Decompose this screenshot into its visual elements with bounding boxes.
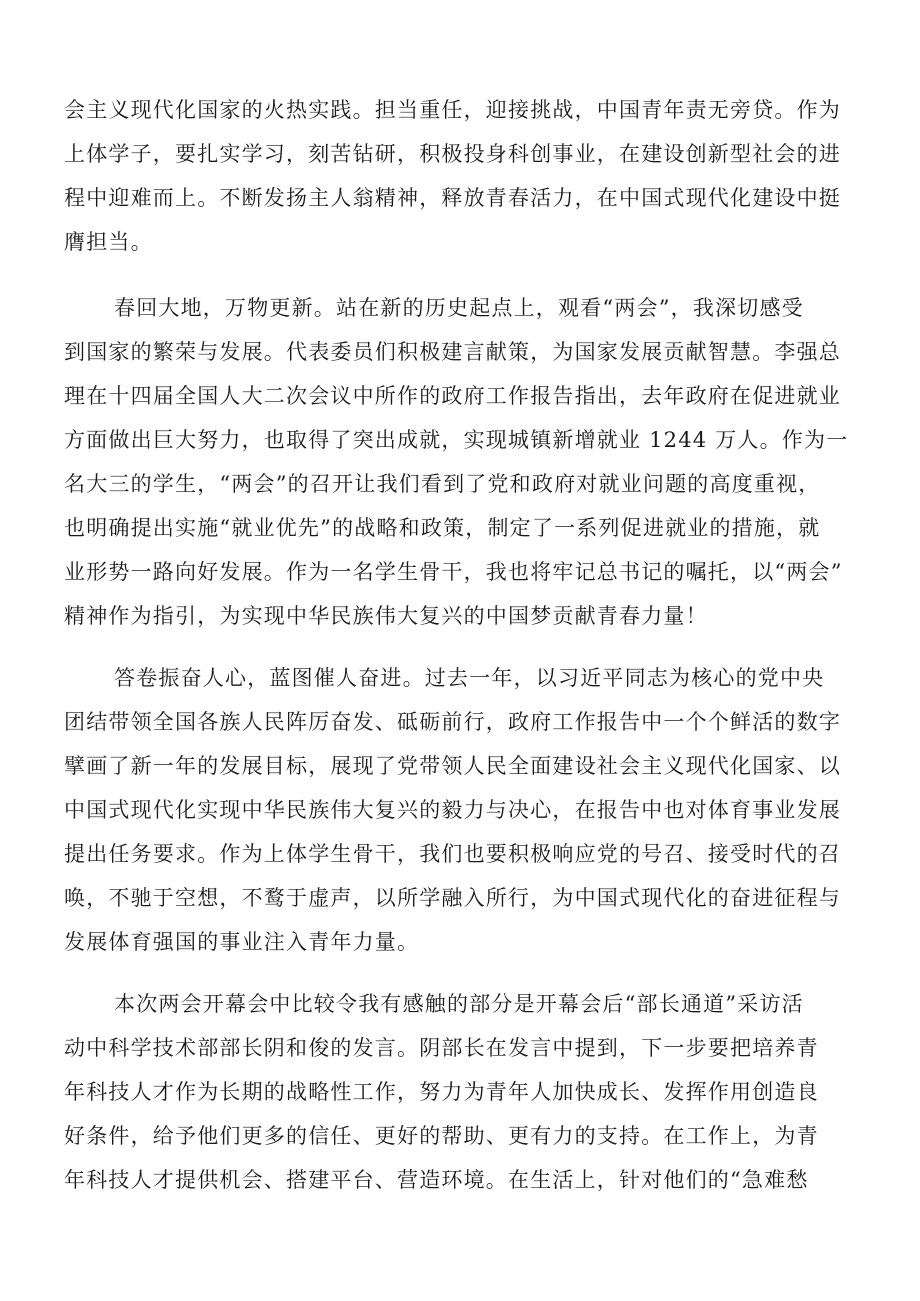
text-line: 本次两会开幕会中比较令我有感触的部分是开幕会后“部长通道”采访活: [114, 992, 804, 1016]
text-line: 上体学子，要扎实学习，刻苦钻研，积极投身科创事业，在建设创新型社会的进: [64, 142, 841, 166]
text-line: 春回大地，万物更新。站在新的历史起点上，观看“两会”，我深切感受: [114, 296, 804, 320]
text-line: 唤，不驰于空想，不鹜于虚声，以所学融入所行，为中国式现代化的奋进征程与: [64, 886, 841, 910]
text-line: 理在十四届全国人大二次会议中所作的政府工作报告指出，去年政府在促进就业: [64, 384, 841, 408]
text-line: 答卷振奋人心，蓝图催人奋进。过去一年，以习近平同志为核心的党中央: [114, 666, 825, 690]
text-line: 到国家的繁荣与发展。代表委员们积极建言献策，为国家发展贡献智慧。李强总: [64, 340, 841, 364]
text-line: 名大三的学生，“两会”的召开让我们看到了党和政府对就业问题的高度重视，: [64, 472, 821, 496]
text-line: 年科技人才提供机会、搭建平台、营造环境。在生活上，针对他们的“急难愁: [64, 1168, 809, 1192]
text-line: 好条件，给予他们更多的信任、更好的帮助、更有力的支持。在工作上，为青: [64, 1124, 819, 1148]
text-line: 方面做出巨大努力，也取得了突出成就，实现城镇新增就业 1244 万人。作为一: [64, 428, 849, 452]
text-line: 年科技人才作为长期的战略性工作，努力为青年人加快成长、发挥作用创造良: [64, 1080, 819, 1104]
text-line: 动中科学技术部部长阴和俊的发言。阴部长在发言中提到，下一步要把培养青: [64, 1036, 819, 1060]
text-line: 团结带领全国各族人民阵厉奋发、砥砺前行，政府工作报告中一个个鲜活的数字: [64, 710, 841, 734]
text-line: 膺担当。: [64, 230, 153, 254]
text-line: 程中迎难而上。不断发扬主人翁精神，释放青春活力，在中国式现代化建设中挺: [64, 186, 841, 210]
text-line: 精神作为指引，为实现中华民族伟大复兴的中国梦贡献青春力量！: [64, 604, 708, 628]
text-line: 业形势一路向好发展。作为一名学生骨干，我也将牢记总书记的嘱托，以“两会”: [64, 560, 843, 584]
text-line: 擘画了新一年的发展目标，展现了党带领人民全面建设社会主义现代化国家、以: [64, 754, 841, 778]
text-line: 也明确提出实施“就业优先”的战略和政策，制定了一系列促进就业的措施，就: [64, 516, 821, 540]
text-line: 会主义现代化国家的火热实践。担当重任，迎接挑战，中国青年责无旁贷。作为: [64, 98, 841, 122]
text-line: 发展体育强国的事业注入青年力量。: [64, 930, 420, 954]
text-line: 中国式现代化实现中华民族伟大复兴的毅力与决心，在报告中也对体育事业发展: [64, 798, 841, 822]
text-line: 提出任务要求。作为上体学生骨干，我们也要积极响应党的号召、接受时代的召: [64, 842, 841, 866]
